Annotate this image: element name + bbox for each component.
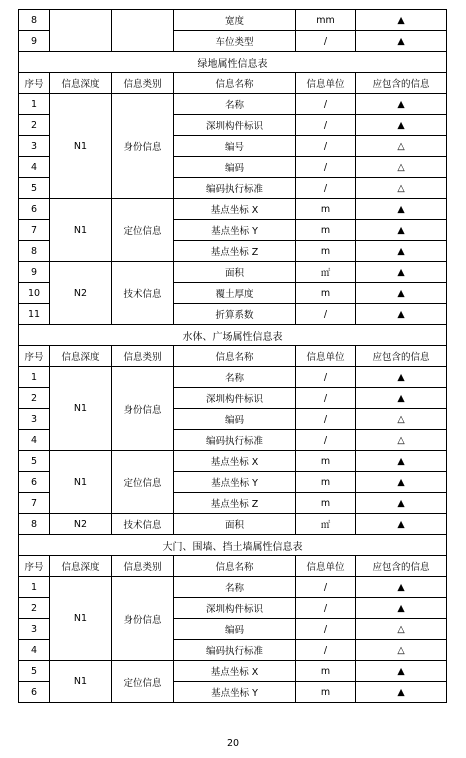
- cell-mark: ▲: [356, 451, 447, 472]
- cell-no: 6: [19, 682, 50, 703]
- table-row: [19, 514, 447, 535]
- cell-no: 2: [19, 598, 50, 619]
- cell-name: 基点坐标 Y: [174, 220, 296, 241]
- cell-mark: ▲: [356, 220, 447, 241]
- cell-name: 基点坐标 Y: [174, 682, 296, 703]
- cell-mark: △: [356, 409, 447, 430]
- cell-unit: /: [296, 367, 356, 388]
- cell-name: 基点坐标 Y: [174, 472, 296, 493]
- cell-no: 3: [19, 136, 50, 157]
- cell-mark: ▲: [356, 241, 447, 262]
- table-row: [19, 577, 447, 598]
- header-category: 信息类别: [112, 556, 174, 577]
- cell-mark: △: [356, 640, 447, 661]
- cell-depth: N1: [50, 94, 112, 199]
- cell-mark: ▲: [356, 682, 447, 703]
- table-title: 绿地属性信息表: [19, 52, 447, 73]
- cell-category: 定位信息: [112, 199, 174, 262]
- cell-mark: ▲: [356, 493, 447, 514]
- cell-mark: △: [356, 136, 447, 157]
- cell-name: 基点坐标 X: [174, 199, 296, 220]
- table-row: [19, 94, 447, 115]
- table-title-row: [19, 52, 447, 73]
- cell-depth: N2: [50, 262, 112, 325]
- table-row: [19, 661, 447, 682]
- cell-depth: N1: [50, 451, 112, 514]
- header-unit: 信息单位: [296, 556, 356, 577]
- cell-name: 宽度: [174, 10, 296, 31]
- cell-unit: /: [296, 304, 356, 325]
- cell-no: 4: [19, 430, 50, 451]
- table-row: [19, 199, 447, 220]
- cell-name: 编号: [174, 136, 296, 157]
- table-title: 大门、围墙、挡土墙属性信息表: [19, 535, 447, 556]
- cell-name: 基点坐标 X: [174, 451, 296, 472]
- cell-category: 身份信息: [112, 577, 174, 661]
- cell-unit: m: [296, 199, 356, 220]
- header-name: 信息名称: [174, 556, 296, 577]
- header-depth: 信息深度: [50, 556, 112, 577]
- header-mark: 应包含的信息: [356, 73, 447, 94]
- cell-no: 4: [19, 157, 50, 178]
- cell-name: 面积: [174, 514, 296, 535]
- cell-category: 技术信息: [112, 514, 174, 535]
- cell-mark: △: [356, 430, 447, 451]
- cell-category: [112, 10, 174, 52]
- cell-no: 2: [19, 115, 50, 136]
- cell-no: 7: [19, 493, 50, 514]
- header-unit: 信息单位: [296, 73, 356, 94]
- cell-mark: ▲: [356, 94, 447, 115]
- cell-name: 名称: [174, 94, 296, 115]
- cell-mark: ▲: [356, 10, 447, 31]
- cell-unit: /: [296, 178, 356, 199]
- cell-name: 名称: [174, 577, 296, 598]
- cell-name: 编码: [174, 409, 296, 430]
- cell-no: 1: [19, 94, 50, 115]
- cell-no: 5: [19, 178, 50, 199]
- cell-category: 定位信息: [112, 451, 174, 514]
- cell-unit: /: [296, 430, 356, 451]
- cell-unit: m: [296, 493, 356, 514]
- cell-unit: ㎡: [296, 514, 356, 535]
- cell-unit: m: [296, 220, 356, 241]
- table-title-row: [19, 535, 447, 556]
- table-title: 水体、广场属性信息表: [19, 325, 447, 346]
- cell-unit: m: [296, 472, 356, 493]
- cell-no: 3: [19, 619, 50, 640]
- cell-category: 身份信息: [112, 367, 174, 451]
- cell-unit: m: [296, 682, 356, 703]
- cell-no: 6: [19, 472, 50, 493]
- cell-depth: N1: [50, 199, 112, 262]
- cell-mark: △: [356, 178, 447, 199]
- cell-mark: ▲: [356, 367, 447, 388]
- cell-category: 身份信息: [112, 94, 174, 199]
- cell-no: 11: [19, 304, 50, 325]
- cell-no: 1: [19, 367, 50, 388]
- cell-mark: ▲: [356, 262, 447, 283]
- header-mark: 应包含的信息: [356, 346, 447, 367]
- cell-name: 深圳构件标识: [174, 598, 296, 619]
- cell-mark: ▲: [356, 514, 447, 535]
- cell-no: 8: [19, 514, 50, 535]
- cell-no: 7: [19, 220, 50, 241]
- cell-unit: /: [296, 409, 356, 430]
- cell-name: 编码执行标准: [174, 640, 296, 661]
- cell-no: 9: [19, 262, 50, 283]
- page-number: 20: [226, 738, 240, 749]
- header-unit: 信息单位: [296, 346, 356, 367]
- table-row: [19, 262, 447, 283]
- cell-unit: /: [296, 157, 356, 178]
- cell-name: 深圳构件标识: [174, 115, 296, 136]
- cell-mark: ▲: [356, 199, 447, 220]
- cell-category: 技术信息: [112, 262, 174, 325]
- cell-no: 9: [19, 31, 50, 52]
- cell-unit: /: [296, 640, 356, 661]
- cell-unit: /: [296, 115, 356, 136]
- cell-no: 8: [19, 10, 50, 31]
- cell-mark: ▲: [356, 598, 447, 619]
- header-no: 序号: [19, 556, 50, 577]
- cell-name: 车位类型: [174, 31, 296, 52]
- cell-mark: ▲: [356, 472, 447, 493]
- header-no: 序号: [19, 346, 50, 367]
- cell-name: 编码: [174, 157, 296, 178]
- header-name: 信息名称: [174, 346, 296, 367]
- cell-unit: /: [296, 388, 356, 409]
- cell-name: 编码: [174, 619, 296, 640]
- cell-mark: ▲: [356, 283, 447, 304]
- cell-unit: m: [296, 283, 356, 304]
- cell-no: 10: [19, 283, 50, 304]
- table-row: [19, 10, 447, 31]
- cell-depth: N1: [50, 577, 112, 661]
- attribute-info-table: [18, 9, 447, 703]
- cell-unit: /: [296, 598, 356, 619]
- cell-mark: ▲: [356, 661, 447, 682]
- cell-no: 4: [19, 640, 50, 661]
- cell-no: 5: [19, 661, 50, 682]
- cell-unit: m: [296, 661, 356, 682]
- header-depth: 信息深度: [50, 73, 112, 94]
- cell-mark: ▲: [356, 388, 447, 409]
- cell-unit: ㎡: [296, 262, 356, 283]
- cell-name: 基点坐标 X: [174, 661, 296, 682]
- cell-depth: N2: [50, 514, 112, 535]
- cell-unit: m: [296, 451, 356, 472]
- cell-name: 折算系数: [174, 304, 296, 325]
- cell-mark: ▲: [356, 31, 447, 52]
- cell-no: 2: [19, 388, 50, 409]
- table-header-row: [19, 556, 447, 577]
- cell-depth: N1: [50, 367, 112, 451]
- header-category: 信息类别: [112, 346, 174, 367]
- header-mark: 应包含的信息: [356, 556, 447, 577]
- cell-unit: /: [296, 577, 356, 598]
- cell-no: 8: [19, 241, 50, 262]
- cell-depth: N1: [50, 661, 112, 703]
- cell-depth: [50, 10, 112, 52]
- cell-unit: /: [296, 619, 356, 640]
- cell-no: 3: [19, 409, 50, 430]
- header-category: 信息类别: [112, 73, 174, 94]
- table-row: [19, 367, 447, 388]
- table-body: [19, 10, 447, 703]
- header-no: 序号: [19, 73, 50, 94]
- table-header-row: [19, 346, 447, 367]
- cell-mark: △: [356, 157, 447, 178]
- cell-name: 编码执行标准: [174, 178, 296, 199]
- cell-unit: m: [296, 241, 356, 262]
- cell-unit: /: [296, 136, 356, 157]
- cell-name: 编码执行标准: [174, 430, 296, 451]
- cell-no: 5: [19, 451, 50, 472]
- cell-name: 覆土厚度: [174, 283, 296, 304]
- table-row: [19, 451, 447, 472]
- table-title-row: [19, 325, 447, 346]
- cell-mark: △: [356, 619, 447, 640]
- cell-name: 面积: [174, 262, 296, 283]
- cell-name: 基点坐标 Z: [174, 493, 296, 514]
- cell-category: 定位信息: [112, 661, 174, 703]
- table-header-row: [19, 73, 447, 94]
- cell-unit: mm: [296, 10, 356, 31]
- cell-name: 基点坐标 Z: [174, 241, 296, 262]
- cell-mark: ▲: [356, 304, 447, 325]
- cell-name: 深圳构件标识: [174, 388, 296, 409]
- cell-unit: /: [296, 94, 356, 115]
- cell-mark: ▲: [356, 115, 447, 136]
- cell-mark: ▲: [356, 577, 447, 598]
- cell-name: 名称: [174, 367, 296, 388]
- header-name: 信息名称: [174, 73, 296, 94]
- cell-no: 6: [19, 199, 50, 220]
- cell-unit: /: [296, 31, 356, 52]
- header-depth: 信息深度: [50, 346, 112, 367]
- cell-no: 1: [19, 577, 50, 598]
